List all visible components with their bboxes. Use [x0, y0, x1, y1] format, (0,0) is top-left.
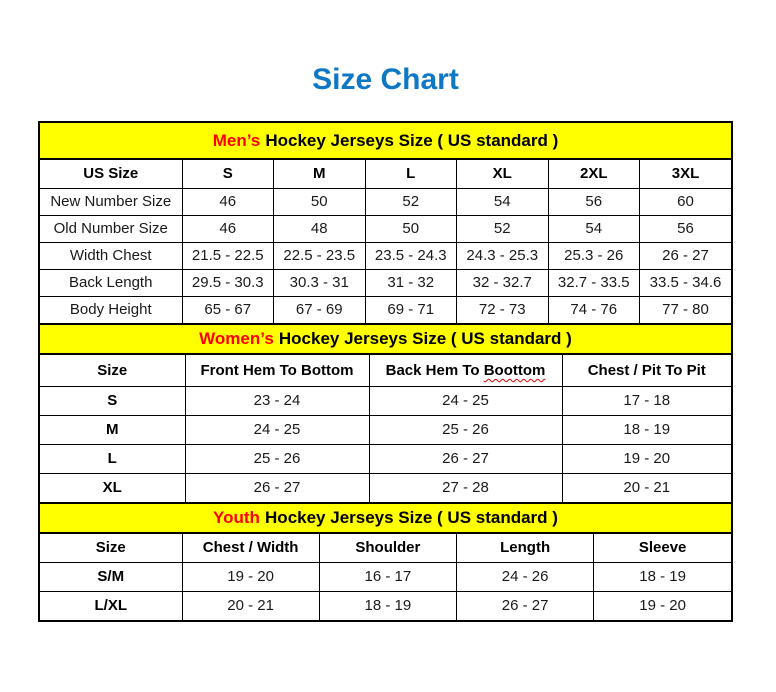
column-header: S — [182, 160, 274, 188]
table-cell: 18 - 19 — [319, 591, 456, 620]
table-cell: 23.5 - 24.3 — [365, 242, 457, 269]
table-cell: 26 - 27 — [640, 242, 732, 269]
table-cell: 18 - 19 — [594, 562, 731, 591]
mens-table-header — [40, 160, 731, 188]
table-cell: 50 — [274, 188, 366, 215]
row-label: New Number Size — [40, 188, 182, 215]
table-row — [40, 269, 731, 296]
youth-band-text: Hockey Jerseys Size ( US standard ) — [265, 508, 558, 527]
table-cell: 26 - 27 — [185, 473, 369, 502]
row-label: S/M — [40, 562, 182, 591]
table-cell: 24.3 - 25.3 — [457, 242, 549, 269]
row-label: L/XL — [40, 591, 182, 620]
column-header: 3XL — [640, 160, 732, 188]
table-cell: 19 - 20 — [594, 591, 731, 620]
column-header: US Size — [40, 160, 182, 188]
table-cell: 25.3 - 26 — [548, 242, 640, 269]
table-cell: 24 - 25 — [369, 386, 562, 415]
table-row — [40, 415, 731, 444]
table-cell: 74 - 76 — [548, 296, 640, 323]
mens-size-table — [40, 160, 731, 323]
table-cell: 46 — [182, 188, 274, 215]
column-header: Shoulder — [319, 534, 456, 562]
mens-table-body — [40, 188, 731, 323]
youth-table-body — [40, 562, 731, 620]
column-header: 2XL — [548, 160, 640, 188]
table-cell: 26 - 27 — [457, 591, 594, 620]
youth-size-table — [40, 534, 731, 620]
table-cell: 54 — [548, 215, 640, 242]
table-cell: 46 — [182, 215, 274, 242]
table-cell: 20 - 21 — [182, 591, 319, 620]
table-cell: 65 - 67 — [182, 296, 274, 323]
youth-band-highlight: Youth — [213, 508, 260, 527]
table-cell: 69 - 71 — [365, 296, 457, 323]
column-header: Sleeve — [594, 534, 731, 562]
table-cell: 20 - 21 — [562, 473, 731, 502]
table-cell: 32 - 32.7 — [457, 269, 549, 296]
table-cell: 56 — [548, 188, 640, 215]
table-cell: 19 - 20 — [562, 444, 731, 473]
table-cell: 25 - 26 — [369, 415, 562, 444]
table-cell: 26 - 27 — [369, 444, 562, 473]
table-cell: 18 - 19 — [562, 415, 731, 444]
page-title: Size Chart — [312, 63, 459, 96]
row-label: XL — [40, 473, 185, 502]
table-cell: 30.3 - 31 — [274, 269, 366, 296]
table-row — [40, 242, 731, 269]
row-label: S — [40, 386, 185, 415]
mens-band-text: Hockey Jerseys Size ( US standard ) — [265, 130, 559, 150]
row-label: M — [40, 415, 185, 444]
mens-section-header — [40, 123, 731, 160]
table-cell: 52 — [457, 215, 549, 242]
table-cell: 25 - 26 — [185, 444, 369, 473]
mens-band-highlight: Men’s — [212, 130, 261, 150]
table-cell: 27 - 28 — [369, 473, 562, 502]
header-row — [40, 355, 731, 386]
table-row — [40, 215, 731, 242]
column-header: Length — [457, 534, 594, 562]
table-cell: 19 - 20 — [182, 562, 319, 591]
table-row — [40, 562, 731, 591]
column-header: Chest / Pit To Pit — [562, 355, 731, 386]
table-cell: 77 - 80 — [640, 296, 732, 323]
table-cell: 67 - 69 — [274, 296, 366, 323]
table-row — [40, 591, 731, 620]
table-cell: 23 - 24 — [185, 386, 369, 415]
table-cell: 32.7 - 33.5 — [548, 269, 640, 296]
row-label: Width Chest — [40, 242, 182, 269]
table-row — [40, 296, 731, 323]
youth-table-header — [40, 534, 731, 562]
table-cell: 52 — [365, 188, 457, 215]
column-header — [369, 355, 562, 386]
table-cell: 54 — [457, 188, 549, 215]
row-label: L — [40, 444, 185, 473]
womens-table-header — [40, 355, 731, 386]
column-header: M — [274, 160, 366, 188]
table-cell: 24 - 25 — [185, 415, 369, 444]
table-cell: 56 — [640, 215, 732, 242]
table-cell: 33.5 - 34.6 — [640, 269, 732, 296]
column-header: Size — [40, 355, 185, 386]
womens-band-text: Hockey Jerseys Size ( US standard ) — [278, 329, 572, 348]
column-header: XL — [457, 160, 549, 188]
column-header: Size — [40, 534, 182, 562]
table-cell: 50 — [365, 215, 457, 242]
womens-band-highlight: Women’s — [199, 329, 274, 348]
misspelled-word: Boottom — [483, 361, 546, 379]
table-cell: 22.5 - 23.5 — [274, 242, 366, 269]
row-label: Old Number Size — [40, 215, 182, 242]
table-cell: 72 - 73 — [457, 296, 549, 323]
table-row — [40, 386, 731, 415]
row-label: Back Length — [40, 269, 182, 296]
column-header: Chest / Width — [182, 534, 319, 562]
size-chart-container — [38, 121, 733, 622]
table-row — [40, 473, 731, 502]
womens-section-header — [40, 323, 731, 355]
table-row — [40, 444, 731, 473]
header-row — [40, 534, 731, 562]
table-cell: 24 - 26 — [457, 562, 594, 591]
table-row — [40, 188, 731, 215]
column-header: L — [365, 160, 457, 188]
table-cell: 31 - 32 — [365, 269, 457, 296]
row-label: Body Height — [40, 296, 182, 323]
table-cell: 29.5 - 30.3 — [182, 269, 274, 296]
youth-section-header — [40, 502, 731, 534]
table-cell: 48 — [274, 215, 366, 242]
table-cell: 60 — [640, 188, 732, 215]
table-cell: 21.5 - 22.5 — [182, 242, 274, 269]
header-row — [40, 160, 731, 188]
column-header-text: Back Hem To — [385, 361, 484, 379]
womens-size-table — [40, 355, 731, 502]
table-cell: 17 - 18 — [562, 386, 731, 415]
womens-table-body — [40, 386, 731, 502]
table-cell: 16 - 17 — [319, 562, 456, 591]
column-header: Front Hem To Bottom — [185, 355, 369, 386]
